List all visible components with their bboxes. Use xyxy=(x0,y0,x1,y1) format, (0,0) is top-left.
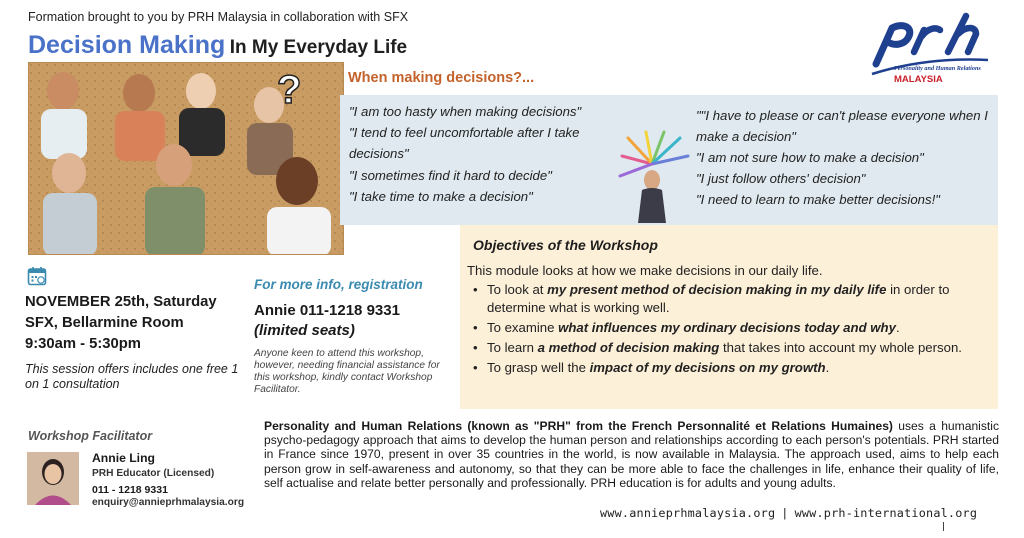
quote-left-4: "I take time to make a decision" xyxy=(349,189,533,204)
objective-item xyxy=(470,281,990,317)
consultation-offer: This session offers includes one free 1 on 1 consultation xyxy=(25,362,239,391)
quote-left-1: "I am too hasty when making decisions" xyxy=(349,104,582,119)
objective-item xyxy=(470,359,990,377)
facilitator-name: Annie Ling xyxy=(92,451,155,465)
prh-logo xyxy=(870,12,990,90)
quote-right-2: "I am not sure how to make a decision" xyxy=(696,150,924,165)
intro-text: Formation brought to you by PRH Malaysia in collaboration with SFX xyxy=(28,10,409,24)
decisions-heading: When making decisions?... xyxy=(348,70,535,86)
footer-divider xyxy=(943,522,944,531)
quote-right-4: "I need to learn to make better decisions!" xyxy=(696,192,940,207)
objectives-list xyxy=(470,281,990,379)
objective-text: in order to determine what is working well. xyxy=(487,282,950,315)
objective-emphasis: my present method of decision making in my daily life xyxy=(547,282,887,297)
thinking-woman-arrows-icon xyxy=(612,128,694,223)
quote-left-3: "I sometimes find it hard to decide" xyxy=(349,168,552,183)
objective-text: . xyxy=(895,320,900,335)
event-time: 9:30am - 5:30pm xyxy=(25,336,141,352)
quote-right-3: "I just follow others' decision" xyxy=(696,171,866,186)
facilitator-avatar xyxy=(27,452,79,505)
registration-contact xyxy=(254,301,400,341)
objective-text: To learn xyxy=(487,340,538,355)
quote-left-2: "I tend to feel uncomfortable after I take decisions" xyxy=(349,125,580,161)
calendar-icon xyxy=(27,266,47,286)
objective-emphasis: a method of decision making xyxy=(537,340,720,355)
objective-item xyxy=(470,339,990,357)
site-link-annieprh[interactable]: www.annieprhmalaysia.org xyxy=(600,506,776,520)
footer-links xyxy=(600,506,977,520)
objective-text: To look at xyxy=(487,282,548,297)
question-mark-icon: ? xyxy=(277,68,302,112)
logo-tagline: Personality and Human Relations xyxy=(894,65,981,72)
registration-heading: For more info, registration xyxy=(254,277,423,292)
site-link-prh-international[interactable]: www.prh-international.org xyxy=(794,506,978,520)
logo-country: MALAYSIA xyxy=(894,74,943,85)
objective-text: To grasp well the xyxy=(487,360,590,375)
objective-item xyxy=(470,319,990,337)
footer-separator: | xyxy=(781,506,789,520)
page-title xyxy=(28,31,407,60)
people-collage-image xyxy=(28,62,344,255)
objective-text: . xyxy=(825,360,830,375)
objectives-intro: This module looks at how we make decisions in our daily life. xyxy=(467,263,823,278)
facilitator-email: enquiry@annieprhmalaysia.org xyxy=(92,497,245,508)
facilitator-role: PRH Educator (Licensed) xyxy=(92,468,215,479)
facilitator-heading: Workshop Facilitator xyxy=(28,429,153,443)
event-date: NOVEMBER 25th, Saturday xyxy=(25,294,217,310)
about-prh xyxy=(264,419,999,490)
about-prh-text: uses a humanistic psycho-pedagogy approach that aims to develop the human person and relationships according to each person's potentials. PRH started in France since 1970, present in over 35 countries in the world, is now available in Malaysia. The approach used, aims to help each person grow in self-awareness and autonomy, so that they can be more able to face the challenges in life, enhance their quality of life, self actualise and relate better personally and professionally. PRH education is for adults and young adults. xyxy=(264,419,999,490)
about-prh-bold: Personality and Human Relations (known as "PRH" from the French Personnalité et Relations Humaines) xyxy=(264,419,893,433)
contact-phone: Annie 011-1218 9331 xyxy=(254,302,400,319)
limited-seats: (limited seats) xyxy=(254,322,355,339)
objective-emphasis: what influences my ordinary decisions today and why xyxy=(558,320,896,335)
title-sub: In My Everyday Life xyxy=(229,37,408,58)
objective-text: that takes into account my whole person. xyxy=(719,340,962,355)
objective-emphasis: impact of my decisions on my growth xyxy=(589,360,826,375)
quote-right-1: ""I have to please or can't please everyone when I make a decision" xyxy=(696,108,988,144)
event-details xyxy=(25,292,217,355)
financial-assistance-note: Anyone keen to attend this workshop, however, needing financial assistance for this workshop, kindly contact Workshop Facilitator. xyxy=(254,348,440,395)
facilitator-phone: 011 - 1218 9331 xyxy=(92,484,168,496)
title-main: Decision Making xyxy=(28,31,226,59)
event-venue: SFX, Bellarmine Room xyxy=(25,315,184,331)
objective-text: To examine xyxy=(487,320,559,335)
objectives-title: Objectives of the Workshop xyxy=(473,237,658,253)
